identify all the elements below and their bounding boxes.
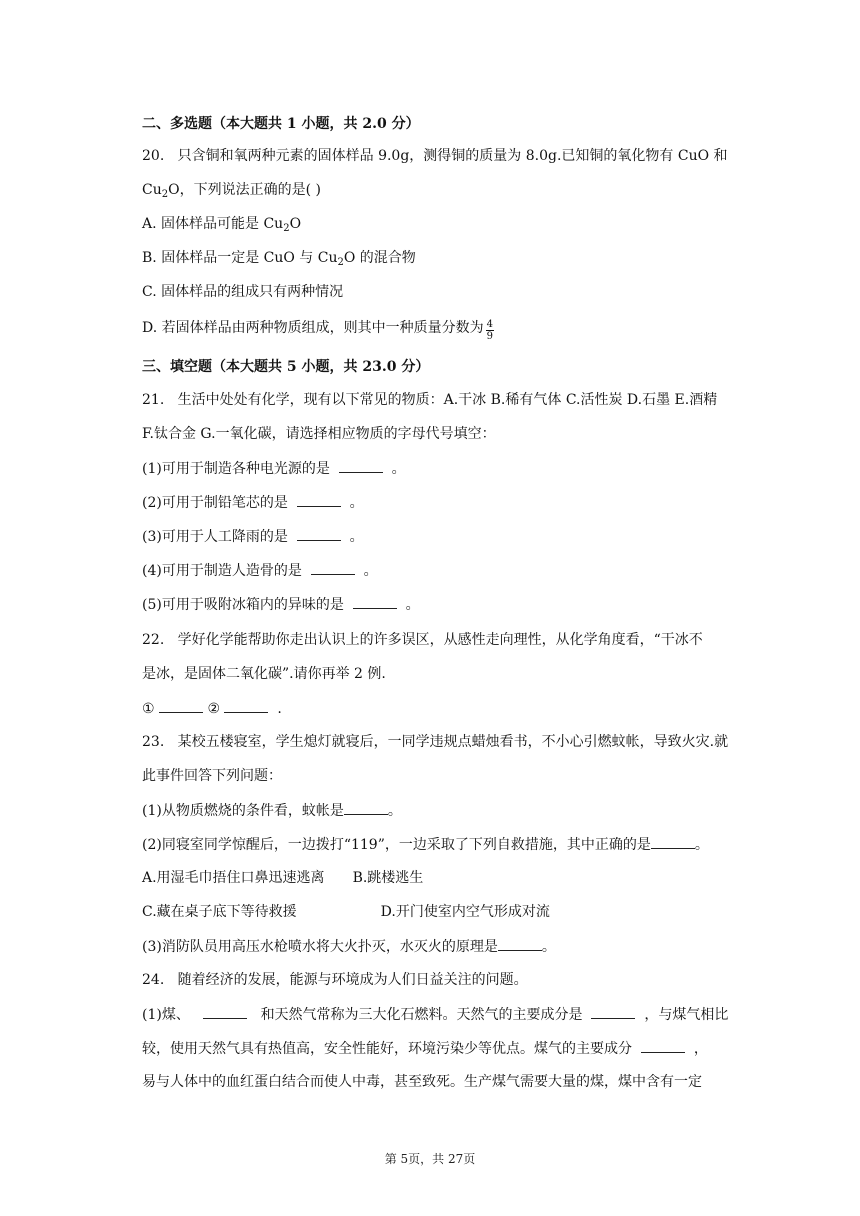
option-text: A. 固体样品可能是 Cu bbox=[142, 216, 284, 232]
answer-blank[interactable] bbox=[297, 492, 341, 507]
answer-blank[interactable] bbox=[344, 800, 388, 815]
answer-blank[interactable] bbox=[159, 698, 203, 713]
question-24-line-3: 易与人体中的血红蛋白结合而使人中毒，甚至致死。生产煤气需要大量的煤，煤中含有一定 bbox=[142, 1074, 702, 1090]
punctuation: 。 bbox=[349, 529, 364, 545]
fraction-numerator: 4 bbox=[486, 319, 493, 330]
answer-blank[interactable] bbox=[651, 834, 695, 849]
answer-blank[interactable] bbox=[641, 1038, 685, 1053]
question-number: 20. bbox=[142, 148, 165, 164]
punctuation: 。 bbox=[694, 837, 709, 853]
circled-number: ① bbox=[142, 701, 155, 717]
option-text: O 的混合物 bbox=[343, 250, 416, 266]
subscript: 2 bbox=[283, 223, 290, 234]
question-20-stem-line2 bbox=[142, 180, 321, 200]
question-number: 23. bbox=[142, 734, 165, 750]
question-text: 只含铜和氧两种元素的固体样品 9.0g，测得铜的质量为 8.0g.已知铜的氧化物有 CuO 和 bbox=[177, 148, 728, 164]
answer-blank[interactable] bbox=[203, 1004, 247, 1019]
option-text: A.用湿毛巾捂住口鼻迅速逃离 bbox=[142, 870, 325, 886]
item-text: ，与煤气相比 bbox=[644, 1007, 729, 1023]
question-text: 生活中处处有化学，现有以下常见的物质：A.干冰 B.稀有气体 C.活性炭 D.石墨 E.酒精 bbox=[177, 392, 718, 408]
question-number: 24. bbox=[142, 972, 165, 988]
question-23-stem-line2: 此事件回答下列问题： bbox=[142, 768, 282, 784]
question-23-options-ab bbox=[142, 868, 423, 888]
answer-blank[interactable] bbox=[311, 560, 355, 575]
option-text: B.跳楼逃生 bbox=[352, 870, 424, 886]
punctuation: 。 bbox=[391, 461, 406, 477]
section-header-multi-choice: 二、多选题（本大题共 1 小题，共 2.0 分） bbox=[142, 116, 420, 132]
answer-blank[interactable] bbox=[591, 1004, 635, 1019]
fraction-denominator: 9 bbox=[486, 331, 493, 342]
answer-blank[interactable] bbox=[297, 526, 341, 541]
item-text: (3)可用于人工降雨的是 bbox=[142, 529, 288, 545]
punctuation: ， bbox=[693, 1041, 708, 1057]
punctuation: 。 bbox=[363, 563, 378, 579]
option-text: O bbox=[289, 216, 302, 232]
question-text: O，下列说法正确的是( ) bbox=[168, 182, 321, 198]
answer-blank[interactable] bbox=[498, 936, 542, 951]
punctuation: . bbox=[277, 701, 282, 717]
item-text: 较，使用天然气具有热值高，安全性能好，环境污染少等优点。煤气的主要成分 bbox=[142, 1041, 632, 1057]
answer-blank[interactable] bbox=[224, 698, 268, 713]
item-text: 和天然气常称为三大化石燃料。天然气的主要成分是 bbox=[260, 1007, 583, 1023]
question-20-option-a bbox=[142, 214, 301, 234]
question-24-stem-line1 bbox=[142, 970, 528, 990]
question-21-item-2 bbox=[142, 492, 364, 513]
option-text: B. 固体样品一定是 CuO 与 Cu bbox=[142, 250, 338, 266]
question-22-answers bbox=[142, 698, 282, 719]
subscript: 2 bbox=[337, 257, 344, 268]
punctuation: 。 bbox=[349, 495, 364, 511]
item-text: (4)可用于制造人造骨的是 bbox=[142, 563, 302, 579]
page-footer: 第 5页，共 27页 bbox=[384, 1152, 476, 1166]
option-text: C.藏在桌子底下等待救援 bbox=[142, 904, 297, 920]
option-text: D.开门使室内空气形成对流 bbox=[380, 904, 550, 920]
question-text: 学好化学能帮助你走出认识上的许多误区，从感性走向理性，从化学角度看，“干冰不 bbox=[177, 632, 703, 648]
fraction bbox=[486, 319, 494, 342]
item-text: (3)消防队员用高压水枪喷水将大火扑灭，水灭火的原理是 bbox=[142, 939, 498, 955]
question-21-item-3 bbox=[142, 526, 364, 547]
answer-blank[interactable] bbox=[339, 458, 383, 473]
item-text: (2)同寝室同学惊醒后，一边拨打“119”，一边采取了下列自救措施，其中正确的是 bbox=[142, 837, 651, 853]
item-text: (1)可用于制造各种电光源的是 bbox=[142, 461, 330, 477]
question-23-item-1 bbox=[142, 800, 402, 821]
punctuation: 。 bbox=[387, 803, 402, 819]
item-text: (5)可用于吸附冰箱内的异味的是 bbox=[142, 597, 344, 613]
question-22-stem-line2: 是冰，是固体二氧化碳”.请你再举 2 例. bbox=[142, 666, 386, 682]
question-number: 21. bbox=[142, 392, 165, 408]
question-21-item-1 bbox=[142, 458, 406, 479]
circled-number: ② bbox=[207, 701, 221, 717]
subscript: 2 bbox=[161, 189, 169, 200]
question-23-item-3 bbox=[142, 936, 556, 957]
item-text: (2)可用于制铅笔芯的是 bbox=[142, 495, 288, 511]
question-23-stem-line1 bbox=[142, 732, 728, 752]
question-23-item-2 bbox=[142, 834, 709, 855]
question-21-item-5 bbox=[142, 594, 420, 615]
question-20-option-d bbox=[142, 318, 494, 342]
question-21-stem-line2: F.钛合金 G.一氧化碳，请选择相应物质的字母代号填空： bbox=[142, 426, 496, 442]
punctuation: 。 bbox=[541, 939, 556, 955]
question-20-option-c: C. 固体样品的组成只有两种情况 bbox=[142, 284, 344, 300]
answer-blank[interactable] bbox=[353, 594, 397, 609]
question-21-item-4 bbox=[142, 560, 378, 581]
option-text: D. 若固体样品由两种物质组成，则其中一种质量分数为 bbox=[142, 320, 484, 336]
item-text: (1)煤、 bbox=[142, 1007, 190, 1023]
question-text: 随着经济的发展，能源与环境成为人们日益关注的问题。 bbox=[177, 972, 528, 988]
question-20-stem-line1 bbox=[142, 146, 728, 166]
section-header-fill-blank: 三、填空题（本大题共 5 小题，共 23.0 分） bbox=[142, 359, 430, 375]
item-text: (1)从物质燃烧的条件看，蚊帐是 bbox=[142, 803, 344, 819]
question-22-stem-line1 bbox=[142, 630, 703, 650]
question-24-line-2 bbox=[142, 1038, 708, 1059]
question-23-options-cd bbox=[142, 902, 550, 922]
question-20-option-b bbox=[142, 248, 416, 268]
punctuation: 。 bbox=[405, 597, 420, 613]
question-21-stem-line1 bbox=[142, 390, 717, 410]
question-text: 某校五楼寝室，学生熄灯就寝后，一同学违规点蜡烛看书，不小心引燃蚊帐，导致火灾.就 bbox=[177, 734, 729, 750]
question-24-item-1 bbox=[142, 1004, 728, 1025]
question-number: 22. bbox=[142, 632, 165, 648]
formula-text: Cu bbox=[142, 182, 162, 198]
